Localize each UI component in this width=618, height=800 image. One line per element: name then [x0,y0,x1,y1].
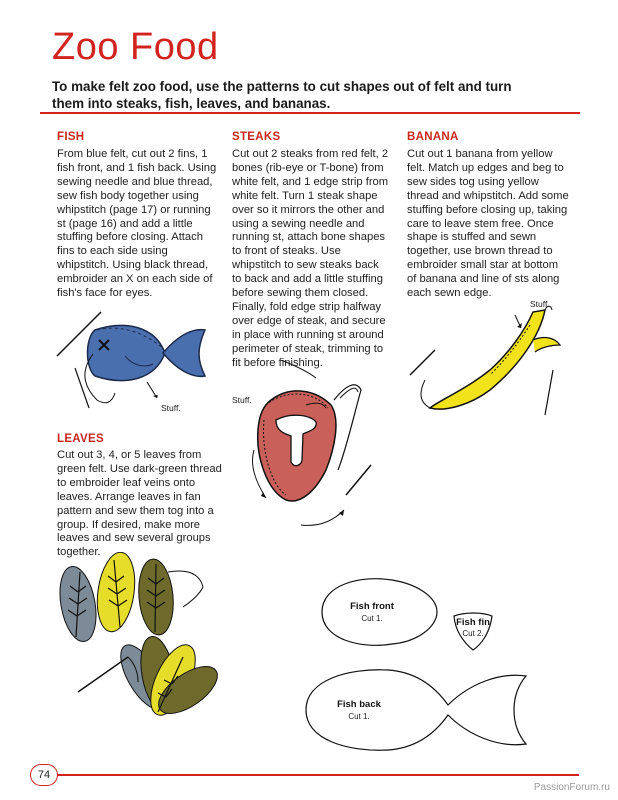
fish-fin-cut: Cut 2. [462,629,484,638]
fish-instructions: From blue felt, cut out 2 fins, 1 fish front, and 1 fish back. Using sewing needle and blue thread, sew fish body together using whipstitch (page 17) or running st (page 16) and add a little stuffing before closing. Attach fins to each side using whipstitch. Using black thread, embroider an X on each side of fish's face for eyes. [57,148,217,300]
fish-fin-label: Fish fin [456,617,490,628]
page-number: 74 [30,764,58,786]
fish-heading: FISH [57,131,85,143]
watermark: PassionForum.ru [533,782,610,793]
page-title: Zoo Food [52,26,219,68]
intro-text: To make felt zoo food, use the patterns to cut shapes out of felt and turn them into steaks, fish, leaves, and bananas. [52,79,512,111]
banana-instructions: Cut out 1 banana from yellow felt. Match up edges and beg to sew sides tog using yellow thread and whipstitch. Add some stuffing before closing up, taking care to leave stem free. Once shape is stuffed and sewn together, use brown thread to embroider small star at bottom of banana and line of sts along each sewn edge. [407,148,569,300]
footer-divider [57,774,579,776]
steak-illustration [246,360,386,535]
fish-back-label: Fish back [337,699,381,710]
banana-stuff-label: Stuff. [530,299,550,309]
fish-back-pattern-shape [298,660,538,760]
fish-front-label: Fish front [350,601,394,612]
banana-heading: BANANA [407,131,459,143]
fish-back-cut: Cut 1. [348,712,370,721]
banana-illustration [405,300,580,425]
header-divider [40,112,580,114]
fish-front-cut: Cut 1. [361,614,383,623]
leaves-heading: LEAVES [57,433,104,445]
leaves-instructions: Cut out 3, 4, or 5 leaves from green felt. Use dark-green thread to embroider leaf veins onto leaves. Arrange leaves in fan pattern and sew them tog into a group. If desired, make more leaves and sew several groups together. [57,449,222,559]
fish-illustration [55,308,225,418]
fish-stuff-label: Stuff. [161,403,181,413]
leaves-illustration [58,552,228,727]
fish-front-pattern-shape [312,572,442,652]
steaks-heading: STEAKS [232,131,281,143]
steaks-instructions: Cut out 2 steaks from red felt, 2 bones (rib-eye or T-bone) from white felt, and 1 edge strip from white felt. Turn 1 steak shape over so it mirrors the other and using a sewing needle and running st, attach bone shapes to front of steaks. Use whipstitch to sew steaks back to back and add a little stuffing before sewing them closed. Finally, fold edge strip halfway over edge of steak, and secure in place with running st around perimeter of steak, trimming to fit before finishing. [232,148,389,369]
steak-stuff-label: Stuff. [232,395,252,405]
